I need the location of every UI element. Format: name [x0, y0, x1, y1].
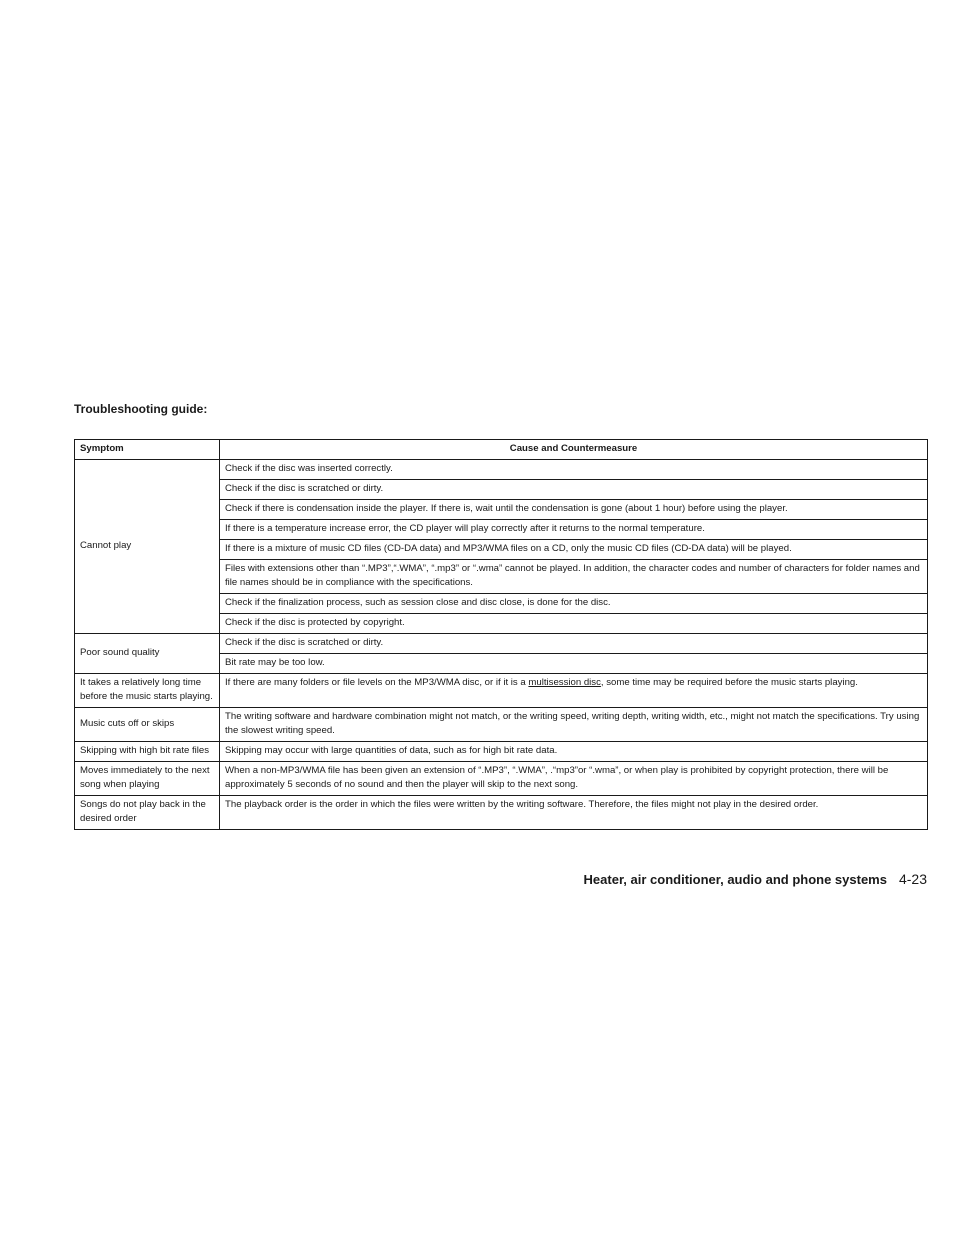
page-number: 4-23 — [898, 871, 927, 887]
cause-text-before: If there are many folders or file levels on the MP3/WMA disc, or if it is a — [225, 677, 529, 688]
cause-cell: Check if the disc is scratched or dirty. — [220, 634, 928, 654]
cause-cell: The writing software and hardware combination might not match, or the writing speed, writing depth, writing width, etc., might not match the specifications. Try using the slowest writing speed. — [220, 708, 928, 742]
table-row — [75, 708, 928, 742]
cause-cell: Check if the finalization process, such as session close and disc close, is done for the disc. — [220, 594, 928, 614]
section-title: Troubleshooting guide: — [74, 402, 208, 416]
symptom-header: Symptom — [75, 440, 220, 460]
symptom-cell: It takes a relatively long time before the music starts playing. — [75, 674, 220, 708]
table-row — [75, 762, 928, 796]
cause-cell — [220, 674, 928, 708]
table-row — [75, 460, 928, 480]
cause-cell: Bit rate may be too low. — [220, 654, 928, 674]
cause-cell: Check if there is condensation inside the player. If there is, wait until the condensation is gone (about 1 hour) before using the player. — [220, 500, 928, 520]
cause-text-after: , some time may be required before the music starts playing. — [600, 677, 858, 688]
symptom-cell: Poor sound quality — [75, 634, 220, 674]
table-row — [75, 796, 928, 830]
table-row — [75, 674, 928, 708]
table-row — [75, 742, 928, 762]
cause-cell: Skipping may occur with large quantities of data, such as for high bit rate data. — [220, 742, 928, 762]
cause-cell: The playback order is the order in which the files were written by the writing software. Therefore, the files might not play in the desired order. — [220, 796, 928, 830]
troubleshooting-table — [74, 439, 928, 830]
cause-cell: Files with extensions other than “.MP3”,“.WMA”, “.mp3” or “.wma” cannot be played. In addition, the character codes and number of characters for folder names and file names should be in compliance with the specifications. — [220, 560, 928, 594]
table-row — [75, 634, 928, 654]
cause-cell: Check if the disc was inserted correctly. — [220, 460, 928, 480]
cause-cell: If there is a mixture of music CD files (CD-DA data) and MP3/WMA files on a CD, only the music CD files (CD-DA data) will be played. — [220, 540, 928, 560]
page-footer — [584, 871, 927, 887]
multisession-disc-link[interactable]: multisession disc — [528, 677, 601, 688]
symptom-cell: Songs do not play back in the desired order — [75, 796, 220, 830]
cause-cell: When a non-MP3/WMA file has been given an extension of “.MP3”, “.WMA”, .“mp3”or “.wma”, or when play is prohibited by copyright protection, there will be approximately 5 seconds of no sound and then the player will skip to the next song. — [220, 762, 928, 796]
table-header-row — [75, 440, 928, 460]
chapter-title: Heater, air conditioner, audio and phone systems — [583, 872, 887, 887]
cause-cell: Check if the disc is scratched or dirty. — [220, 480, 928, 500]
symptom-cell: Skipping with high bit rate files — [75, 742, 220, 762]
symptom-cell: Moves immediately to the next song when playing — [75, 762, 220, 796]
cause-header: Cause and Countermeasure — [220, 440, 928, 460]
symptom-cell: Music cuts off or skips — [75, 708, 220, 742]
symptom-cell: Cannot play — [75, 460, 220, 634]
cause-cell: If there is a temperature increase error, the CD player will play correctly after it returns to the normal temperature. — [220, 520, 928, 540]
cause-cell: Check if the disc is protected by copyright. — [220, 614, 928, 634]
